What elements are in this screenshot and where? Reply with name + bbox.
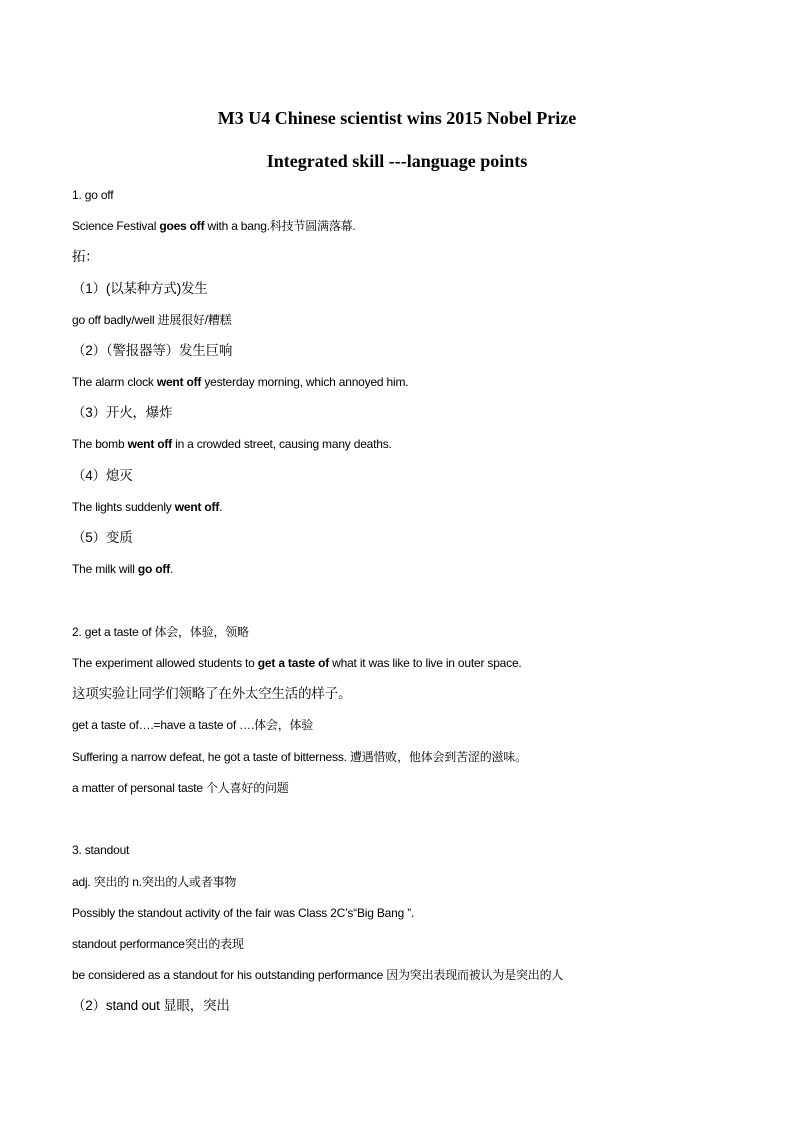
text-segment: The milk will [72,562,138,576]
example-sentence: Possibly the standout activity of the fair was Class 2C’s“Big Bang ”. [72,906,415,920]
meaning-item: （2）（警报器等）发生巨响 [72,343,233,358]
phrase-line: be considered as a standout for his outstanding performance 因为突出表现而被认为是突出的人 [72,968,564,982]
key-phrase: went off [127,437,172,451]
phrase-line: go off badly/well 进展很好/糟糕 [72,313,232,327]
meaning-item: （4）熄灭 [72,468,133,483]
text-segment: The experiment allowed students to [72,656,258,670]
meaning-item: （2）stand out 显眼，突出 [72,998,230,1013]
example-sentence [72,498,732,516]
example-sentence [72,217,732,235]
key-phrase: go off [137,562,170,576]
text-segment: The alarm clock [72,375,157,389]
section-heading: 1. go off [72,188,114,202]
example-sentence [72,373,732,391]
text-segment: what it was like to live in outer space. [329,656,522,670]
translation-line: 这项实验让同学们领略了在外太空生活的样子。 [72,686,352,701]
text-segment: in a crowded street, causing many deaths. [171,437,392,451]
text-segment: Science Festival [72,219,160,233]
text-segment: The bomb [72,437,128,451]
section-heading: 3. standout [72,843,130,857]
extension-label: 拓： [72,249,99,264]
key-phrase: goes off [159,219,205,233]
text-segment: yesterday morning, which annoyed him. [201,375,409,389]
phrase-line: get a taste of….=have a taste of ….体会，体验 [72,718,314,732]
key-phrase: went off [156,375,202,389]
document-title: M3 U4 Chinese scientist wins 2015 Nobel Prize [217,108,577,128]
phrase-line: standout performance突出的表现 [72,937,244,951]
phrase-line: a matter of personal taste 个人喜好的问题 [72,781,289,795]
section-heading: 2. get a taste of 体会，体验，领略 [72,625,249,639]
text-segment: . [219,500,223,514]
meaning-item: （3）开火，爆炸 [72,405,173,420]
example-sentence [72,654,732,672]
example-sentence: Suffering a narrow defeat, he got a taste of bitterness. 遭遇惜败，他体会到苦涩的滋味。 [72,750,527,764]
example-sentence [72,435,732,453]
example-sentence [72,560,732,578]
text-segment: . [170,562,174,576]
document-subtitle: Integrated skill ---language points [266,151,528,171]
definition-line: adj. 突出的 n.突出的人或者事物 [72,875,237,889]
key-phrase: get a taste of [257,656,329,670]
text-segment: The lights suddenly [72,500,175,514]
meaning-item: （5）变质 [72,530,133,545]
key-phrase: went off [174,500,220,514]
meaning-item: （1）(以某种方式)发生 [72,281,208,296]
text-segment: with a bang.科技节圆满落幕. [204,219,356,233]
